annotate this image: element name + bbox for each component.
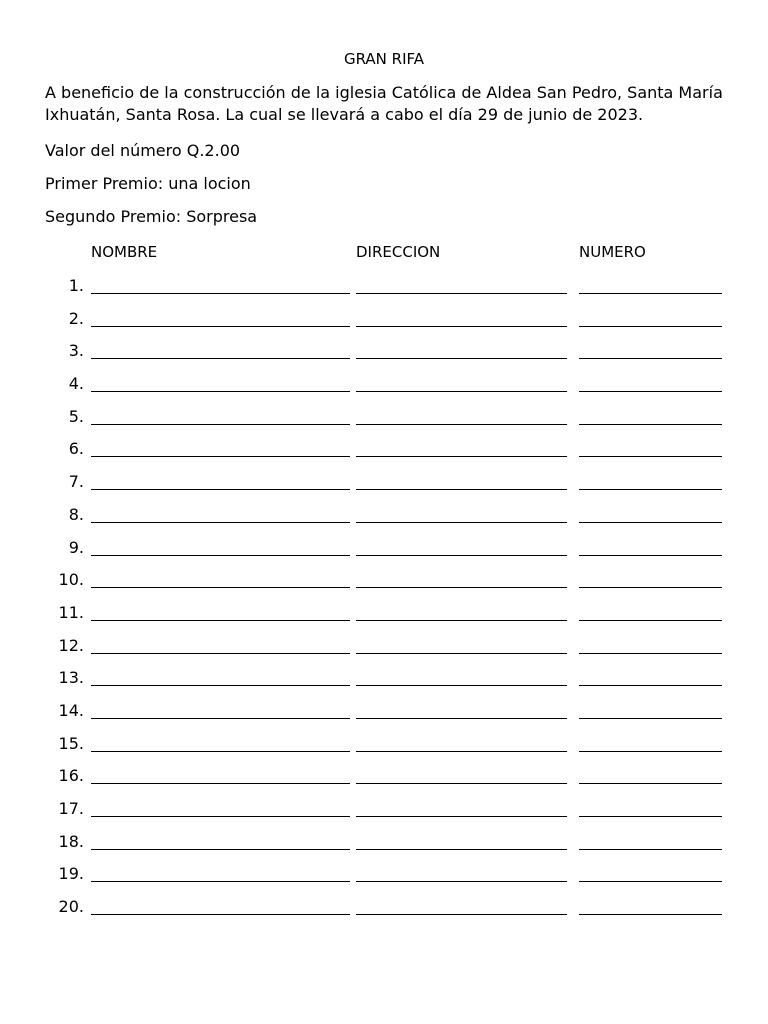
direccion-blank-line xyxy=(356,849,567,850)
table-row xyxy=(0,599,768,632)
nombre-blank-line xyxy=(91,685,350,686)
table-row xyxy=(0,860,768,893)
numero-blank-line xyxy=(579,914,722,915)
nombre-blank-line xyxy=(91,555,350,556)
nombre-blank-line xyxy=(91,751,350,752)
nombre-blank-line xyxy=(91,914,350,915)
document-title: GRAN RIFA xyxy=(343,50,425,68)
row-number: 13. xyxy=(58,668,84,688)
numero-blank-line xyxy=(579,587,722,588)
nombre-blank-line xyxy=(91,718,350,719)
nombre-blank-line xyxy=(91,783,350,784)
table-row xyxy=(0,762,768,795)
direccion-blank-line xyxy=(356,326,567,327)
row-number: 7. xyxy=(68,472,84,492)
row-number: 5. xyxy=(68,406,84,426)
direccion-blank-line xyxy=(356,293,567,294)
numero-blank-line xyxy=(579,326,722,327)
table-row xyxy=(0,337,768,370)
table-row xyxy=(0,403,768,436)
row-number: 4. xyxy=(68,374,84,394)
direccion-blank-line xyxy=(356,718,567,719)
numero-blank-line xyxy=(579,718,722,719)
row-number: 14. xyxy=(58,700,84,720)
nombre-blank-line xyxy=(91,881,350,882)
numero-blank-line xyxy=(579,424,722,425)
table-row xyxy=(0,697,768,730)
direccion-blank-line xyxy=(356,751,567,752)
row-number: 17. xyxy=(58,799,84,818)
direccion-blank-line xyxy=(356,816,567,817)
table-row xyxy=(0,664,768,697)
numero-blank-line xyxy=(579,456,722,457)
entry-rows xyxy=(0,272,768,926)
table-row xyxy=(0,632,768,665)
row-number: 16. xyxy=(58,766,84,786)
second-prize: Segundo Premio: Sorpresa xyxy=(45,207,258,226)
nombre-blank-line xyxy=(91,391,350,392)
row-number: 10. xyxy=(58,570,84,590)
direccion-blank-line xyxy=(356,685,567,686)
table-row xyxy=(0,893,768,926)
numero-blank-line xyxy=(579,293,722,294)
nombre-blank-line xyxy=(91,620,350,621)
numero-blank-line xyxy=(579,849,722,850)
nombre-blank-line xyxy=(91,358,350,359)
column-header-direccion: DIRECCION xyxy=(356,243,441,261)
direccion-blank-line xyxy=(356,653,567,654)
nombre-blank-line xyxy=(91,456,350,457)
row-number: 2. xyxy=(68,308,84,328)
numero-blank-line xyxy=(579,620,722,621)
nombre-blank-line xyxy=(91,587,350,588)
numero-blank-line xyxy=(579,685,722,686)
table-row xyxy=(0,435,768,468)
table-row xyxy=(0,501,768,534)
direccion-blank-line xyxy=(356,424,567,425)
table-row xyxy=(0,534,768,567)
direccion-blank-line xyxy=(356,881,567,882)
ticket-value: Valor del número Q.2.00 xyxy=(45,141,241,160)
numero-blank-line xyxy=(579,391,722,392)
nombre-blank-line xyxy=(91,489,350,490)
table-row xyxy=(0,305,768,338)
direccion-blank-line xyxy=(356,522,567,523)
table-row xyxy=(0,566,768,599)
direccion-blank-line xyxy=(356,914,567,915)
table-row xyxy=(0,730,768,763)
direccion-blank-line xyxy=(356,489,567,490)
nombre-blank-line xyxy=(91,816,350,817)
nombre-blank-line xyxy=(91,293,350,294)
row-number: 20. xyxy=(58,897,84,917)
nombre-blank-line xyxy=(91,326,350,327)
row-number: 9. xyxy=(68,537,84,557)
row-number: 19. xyxy=(58,864,84,884)
numero-blank-line xyxy=(579,816,722,817)
numero-blank-line xyxy=(579,358,722,359)
column-header-numero: NUMERO xyxy=(579,243,646,261)
row-number: 8. xyxy=(68,504,84,524)
direccion-blank-line xyxy=(356,358,567,359)
column-header-nombre: NOMBRE xyxy=(91,243,158,261)
table-row xyxy=(0,828,768,861)
table-row xyxy=(0,795,768,828)
direccion-blank-line xyxy=(356,783,567,784)
first-prize: Primer Premio: una locion xyxy=(45,174,251,193)
direccion-blank-line xyxy=(356,391,567,392)
row-number: 15. xyxy=(58,733,84,753)
direccion-blank-line xyxy=(356,555,567,556)
numero-blank-line xyxy=(579,881,722,882)
direccion-blank-line xyxy=(356,587,567,588)
row-number: 6. xyxy=(68,439,84,459)
numero-blank-line xyxy=(579,555,722,556)
direccion-blank-line xyxy=(356,456,567,457)
numero-blank-line xyxy=(579,783,722,784)
table-row xyxy=(0,272,768,305)
table-row xyxy=(0,370,768,403)
row-number: 18. xyxy=(58,831,84,851)
intro-paragraph: A beneficio de la construcción de la iglesia Católica de Aldea San Pedro, Santa María Ixhuatán, Santa Rosa. La cual se llevará a cabo el día 29 de junio de 2023. xyxy=(45,83,723,124)
direccion-blank-line xyxy=(356,620,567,621)
nombre-blank-line xyxy=(91,424,350,425)
numero-blank-line xyxy=(579,522,722,523)
nombre-blank-line xyxy=(91,849,350,850)
row-number: 11. xyxy=(58,602,84,622)
row-number: 3. xyxy=(68,341,84,361)
nombre-blank-line xyxy=(91,653,350,654)
row-number: 12. xyxy=(58,635,84,655)
row-number: 1. xyxy=(68,276,84,295)
numero-blank-line xyxy=(579,653,722,654)
table-row xyxy=(0,468,768,501)
numero-blank-line xyxy=(579,489,722,490)
numero-blank-line xyxy=(579,751,722,752)
nombre-blank-line xyxy=(91,522,350,523)
